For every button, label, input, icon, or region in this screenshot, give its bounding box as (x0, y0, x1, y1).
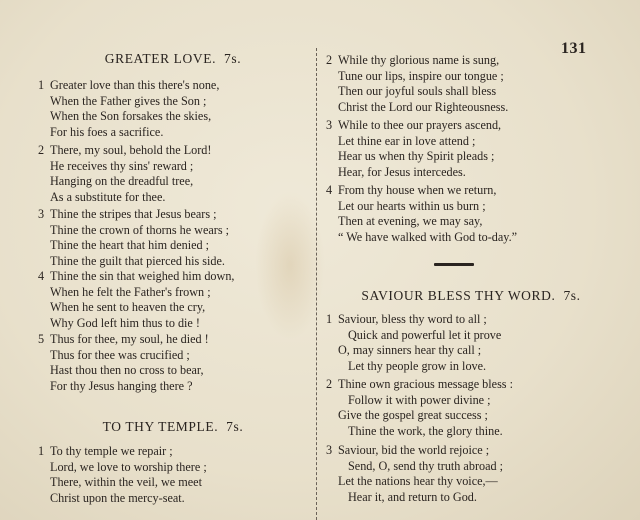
verse: 5 Thus for thee, my soul, he died ! Thus for thee was crucified ; Hast thou then no cross to bear, For thy Jesus hanging there ? (38, 332, 209, 393)
verse: 4 From thy house when we return, Let our hearts within us burn ; Then at evening, we may say, “ We have walked with God to-day.” (326, 183, 518, 244)
verse: 3 Thine the stripes that Jesus bears ; Thine the crown of thorns he wears ; Thine the heart that him denied ; Thine the guilt that pierced his side. (38, 207, 230, 268)
verse: 3 Saviour, bid the world rejoice ; Send, O, send thy truth abroad ; Let the nations hear thy voice,— Hear it, and return to God. (326, 443, 504, 504)
column-divider (316, 48, 317, 520)
verse: 1 Saviour, bless thy word to all ; Quick and powerful let it prove O, may sinners hear thy call ; Let thy people grow in love. (326, 312, 502, 373)
verse: 2 While thy glorious name is sung, Tune our lips, inspire our tongue ; Then our joyful souls shall bless Christ the Lord our Righteousness. (326, 53, 509, 114)
verse: 4 Thine the sin that weighed him down, When he felt the Father's frown ; When he sent to heaven the cry, Why God left him thus to die ! (38, 269, 235, 330)
verse: 1 To thy temple we repair ; Lord, we love to worship there ; There, within the veil, we meet Christ upon the mercy-seat. (38, 444, 207, 505)
page-number: 131 (561, 40, 587, 57)
hymn-title-to-thy-temple: TO THY TEMPLE. 7s. (102, 419, 244, 434)
verse: 1 Greater love than this there's none, When the Father gives the Son ; When the Son forsakes the skies, For his foes a sacrifice. (38, 78, 220, 139)
section-ornament (434, 263, 474, 266)
hymn-title-greater-love: GREATER LOVE. 7s. (104, 51, 242, 66)
verse: 3 While to thee our prayers ascend, Let thine ear in love attend ; Hear us when thy Spirit pleads ; Hear, for Jesus intercedes. (326, 118, 502, 179)
paper-stain (255, 190, 325, 340)
verse: 2 There, my soul, behold the Lord! He receives thy sins' reward ; Hanging on the dreadful tree, As a substitute for thee. (38, 143, 212, 204)
verse: 2 Thine own gracious message bless : Follow it with power divine ; Give the gospel great success ; Thine the work, the glory thine. (326, 377, 513, 438)
hymn-title-saviour-bless: SAVIOUR BLESS THY WORD. 7s. (361, 288, 581, 303)
